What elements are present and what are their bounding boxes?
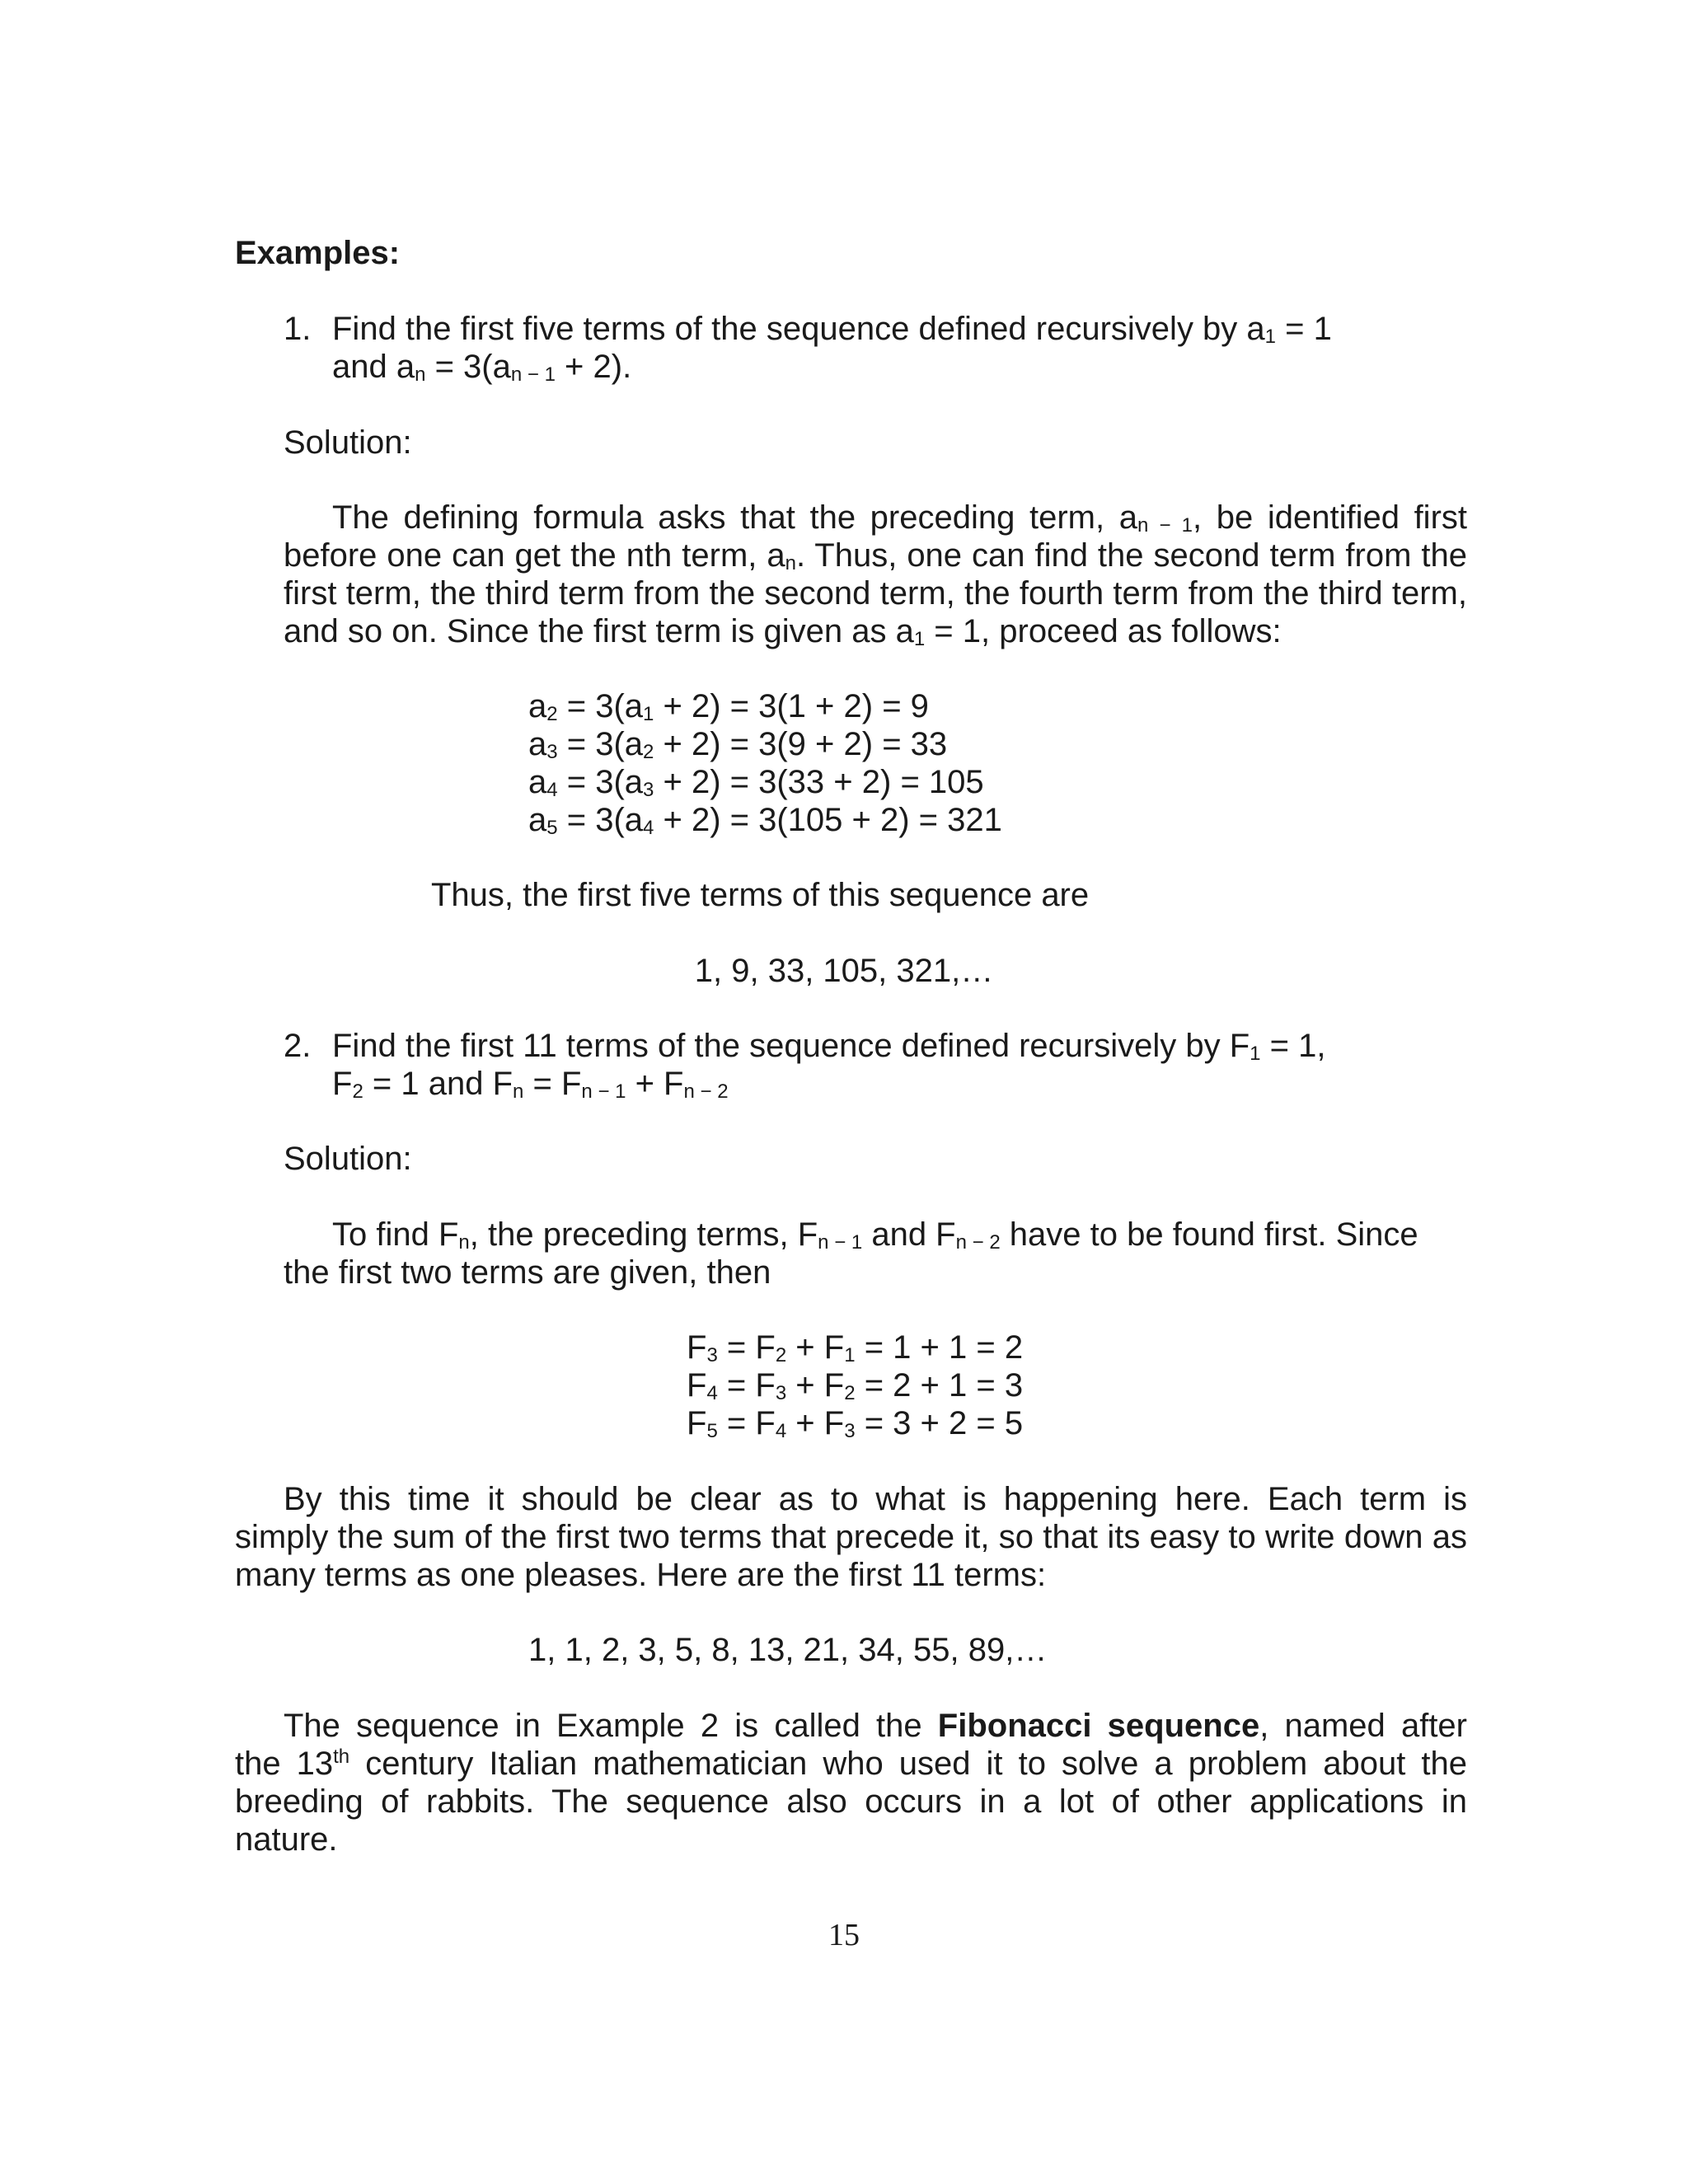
- example-1-statement-line-1: Find the first five terms of the sequence defined recursively by a1 = 1: [332, 311, 1332, 348]
- example-2-equation: F4 = F3 + F2 = 2 + 1 = 3: [687, 1367, 1024, 1404]
- example-1-equation: a3 = 3(a2 + 2) = 3(9 + 2) = 33: [528, 726, 948, 763]
- example-2-number: 2.: [284, 1028, 312, 1064]
- example-2-equation: F3 = F2 + F1 = 1 + 1 = 2: [687, 1329, 1024, 1366]
- fibonacci-terms: 1, 1, 2, 3, 5, 8, 13, 21, 34, 55, 89,…: [528, 1632, 1048, 1668]
- example-2-solution-line-1: To find Fn, the preceding terms, Fn − 1 and Fn − 2 have to be found first. Since: [332, 1216, 1418, 1254]
- example-1-equation: a4 = 3(a3 + 2) = 3(33 + 2) = 105: [528, 764, 984, 801]
- example-1-solution-label: Solution:: [284, 424, 412, 461]
- explanation-paragraph: By this time it should be clear as to what is happening here. Each term is simply the sum of the first two terms that precede it, so that its easy to write down as many terms as one pleases. Here are the first 11 terms:: [235, 1481, 1467, 1593]
- example-1-equation: a2 = 3(a1 + 2) = 3(1 + 2) = 9: [528, 688, 929, 725]
- example-1-equation: a5 = 3(a4 + 2) = 3(105 + 2) = 321: [528, 802, 1002, 839]
- example-1-number: 1.: [284, 311, 312, 347]
- fibonacci-paragraph: The sequence in Example 2 is called the Fibonacci sequence, named after the 13th century Italian mathematician who used it to solve a problem about the breeding of rabbits. The sequence also occurs in a lot of other applications in nature.: [235, 1708, 1468, 1858]
- example-2-solution-line-2: the first two terms are given, then: [284, 1254, 771, 1291]
- example-2-statement-line-2: F2 = 1 and Fn = Fn − 1 + Fn − 2: [332, 1066, 729, 1103]
- examples-heading: Examples:: [235, 235, 401, 271]
- example-2-solution-label: Solution:: [284, 1141, 412, 1177]
- page-number: 15: [828, 1918, 860, 1952]
- example-2-equation: F5 = F4 + F3 = 3 + 2 = 5: [687, 1405, 1024, 1442]
- example-1-conclusion: Thus, the first five terms of this sequence are: [431, 877, 1090, 913]
- fibonacci-sequence-term: Fibonacci sequence: [937, 1708, 1260, 1744]
- example-1-terms: 1, 9, 33, 105, 321,…: [694, 953, 994, 989]
- example-1-solution-paragraph: The defining formula asks that the preceding term, an − 1, be identified first before one can get the nth term, an. Thus, one can find the second term from the first term, the third term from the second term, the fourth term from the third term, and so on. Since the first term is given as a1 = 1, proceed as follows:: [284, 499, 1467, 650]
- example-1-statement-line-2: and an = 3(an − 1 + 2).: [332, 349, 632, 386]
- example-2-statement-line-1: Find the first 11 terms of the sequence defined recursively by F1 = 1,: [332, 1028, 1326, 1065]
